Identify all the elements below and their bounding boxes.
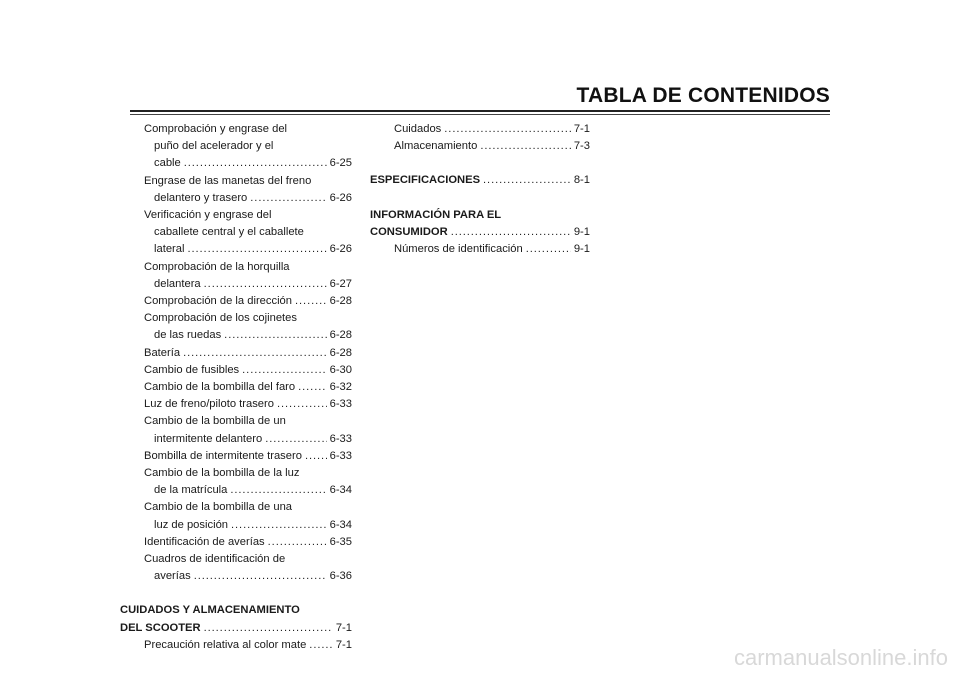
toc-entry-color-mate[interactable] <box>120 637 352 654</box>
toc-entry-text: Batería <box>144 346 181 359</box>
toc-entry-acelerador[interactable] <box>120 121 352 173</box>
section-gap <box>120 585 352 602</box>
toc-entry-luz-posicion[interactable] <box>120 499 352 533</box>
toc-entry-direccion[interactable] <box>120 293 352 310</box>
toc-entry-text: Cambio de la bombilla de una <box>144 501 293 514</box>
toc-entry-text: averías <box>154 570 191 583</box>
dot-leader <box>451 224 571 241</box>
toc-entry-text: delantera <box>154 277 201 290</box>
toc-entry-identificacion[interactable] <box>370 241 590 258</box>
section-gap <box>370 190 590 207</box>
dot-leader <box>526 241 571 258</box>
dot-leader <box>231 517 327 534</box>
toc-entry-almacenamiento[interactable] <box>370 138 590 155</box>
toc-entry-text: caballete central y el caballete <box>154 226 304 239</box>
toc-section-text: CONSUMIDOR <box>370 225 448 238</box>
toc-page-number: 6-27 <box>329 277 352 290</box>
dot-leader <box>305 448 327 465</box>
toc-entry-cuadros-averias[interactable] <box>120 551 352 585</box>
dot-leader <box>265 431 326 448</box>
toc-entry-faro[interactable] <box>120 379 352 396</box>
dot-leader <box>295 293 327 310</box>
toc-left-column <box>120 121 352 654</box>
toc-entry-text: Identificación de averías <box>144 535 265 548</box>
toc-section-text: DEL SCOOTER <box>120 621 201 634</box>
toc-entry-bateria[interactable] <box>120 345 352 362</box>
toc-entry-text: Bombilla de intermitente trasero <box>144 449 302 462</box>
toc-page-number: 6-34 <box>329 484 352 497</box>
dot-leader <box>194 568 327 585</box>
toc-entry-text: Verificación y engrase del <box>144 209 272 222</box>
toc-page-number: 6-28 <box>329 295 352 308</box>
toc-entry-cojinetes[interactable] <box>120 310 352 344</box>
dot-leader <box>298 379 326 396</box>
toc-entry-text: Comprobación y engrase del <box>144 123 288 135</box>
toc-entry-caballete[interactable] <box>120 207 352 259</box>
toc-section-text: ESPECIFICACIONES <box>370 174 481 187</box>
toc-entry-manetas[interactable] <box>120 173 352 207</box>
toc-section-text: INFORMACIÓN PARA EL <box>370 208 502 221</box>
dot-leader <box>268 534 327 551</box>
toc-entry-text: Comprobación de los cojinetes <box>144 312 297 325</box>
toc-page-number: 6-33 <box>329 432 352 445</box>
dot-leader <box>480 138 571 155</box>
toc-page-number: 6-36 <box>329 570 352 583</box>
toc-page-number: 6-28 <box>329 346 352 359</box>
toc-page-number: 6-35 <box>329 535 352 548</box>
dot-leader <box>277 396 327 413</box>
toc-page-number: 6-33 <box>329 449 352 462</box>
toc-page-number: 6-26 <box>329 191 352 204</box>
dot-leader <box>204 276 327 293</box>
toc-entry-text: cable <box>154 157 181 170</box>
toc-entry-text: Comprobación de la horquilla <box>144 260 290 273</box>
toc-entry-intermitente-delantero[interactable] <box>120 413 352 447</box>
dot-leader <box>184 155 327 172</box>
toc-entry-text: intermitente delantero <box>154 432 263 445</box>
toc-section-cuidados[interactable] <box>120 602 352 636</box>
toc-page-number: 7-1 <box>335 621 352 634</box>
toc-page-number: 8-1 <box>573 174 590 187</box>
toc-page-number: 6-30 <box>329 363 352 376</box>
toc-entry-text: Luz de freno/piloto trasero <box>144 398 274 411</box>
toc-page-number: 6-34 <box>329 518 352 531</box>
dot-leader <box>183 345 327 362</box>
toc-page-number: 6-33 <box>329 398 352 411</box>
dot-leader <box>224 327 326 344</box>
watermark-text: carmanualsonline.info <box>733 645 948 670</box>
dot-leader <box>483 172 571 189</box>
dot-leader <box>444 121 571 138</box>
toc-section-especificaciones[interactable] <box>370 172 590 189</box>
toc-page-number: 9-1 <box>573 225 590 238</box>
toc-section-text: CUIDADOS Y ALMACENAMIENTO <box>120 604 300 617</box>
toc-page-number: 7-1 <box>573 123 590 135</box>
dot-leader <box>204 620 333 637</box>
toc-entry-text: delantero y trasero <box>154 191 248 204</box>
dot-leader <box>309 637 333 654</box>
toc-page-number: 9-1 <box>573 243 590 256</box>
toc-section-consumidor[interactable] <box>370 207 590 241</box>
section-gap <box>370 155 590 172</box>
dot-leader <box>250 190 326 207</box>
toc-page-number: 6-28 <box>329 329 352 342</box>
toc-entry-luz-freno[interactable] <box>120 396 352 413</box>
toc-entry-text: Cuadros de identificación de <box>144 553 286 566</box>
dot-leader <box>187 241 326 258</box>
toc-entry-text: de la matrícula <box>154 484 228 497</box>
dot-leader <box>230 482 326 499</box>
toc-entry-text: lateral <box>154 243 185 256</box>
toc-entry-text: Cuidados <box>394 123 442 135</box>
toc-entry-text: Engrase de las manetas del freno <box>144 174 312 187</box>
toc-page-number: 7-1 <box>335 638 352 651</box>
toc-page-number: 6-25 <box>329 157 352 170</box>
toc-entry-text: Comprobación de la dirección <box>144 295 293 308</box>
toc-entry-horquilla[interactable] <box>120 259 352 293</box>
toc-entry-text: Cambio de la bombilla del faro <box>144 381 296 394</box>
toc-entry-text: Números de identificación <box>394 243 523 256</box>
toc-entry-text: luz de posición <box>154 518 229 531</box>
toc-entry-matricula[interactable] <box>120 465 352 499</box>
toc-entry-averias[interactable] <box>120 534 352 551</box>
toc-entry-intermitente-trasero[interactable] <box>120 448 352 465</box>
toc-entry-cuidados[interactable] <box>370 121 590 138</box>
title-rule-thin <box>130 114 830 115</box>
toc-entry-text: Cambio de fusibles <box>144 363 240 376</box>
toc-entry-text: Cambio de la bombilla de un <box>144 415 286 428</box>
toc-right-column <box>370 121 590 258</box>
toc-entry-text: de las ruedas <box>154 329 222 342</box>
toc-page-number: 6-32 <box>329 381 352 394</box>
toc-entry-text: Cambio de la bombilla de la luz <box>144 467 300 480</box>
title-rule-thick <box>130 110 830 112</box>
toc-entry-fusibles[interactable] <box>120 362 352 379</box>
toc-entry-text: Precaución relativa al color mate <box>144 638 307 651</box>
toc-page-number: 7-3 <box>573 140 590 153</box>
dot-leader <box>242 362 326 379</box>
toc-entry-text: Almacenamiento <box>394 140 478 153</box>
page-title: TABLA DE CONTENIDOS <box>576 84 830 107</box>
toc-entry-text: puño del acelerador y el <box>154 140 274 153</box>
toc-page-number: 6-26 <box>329 243 352 256</box>
